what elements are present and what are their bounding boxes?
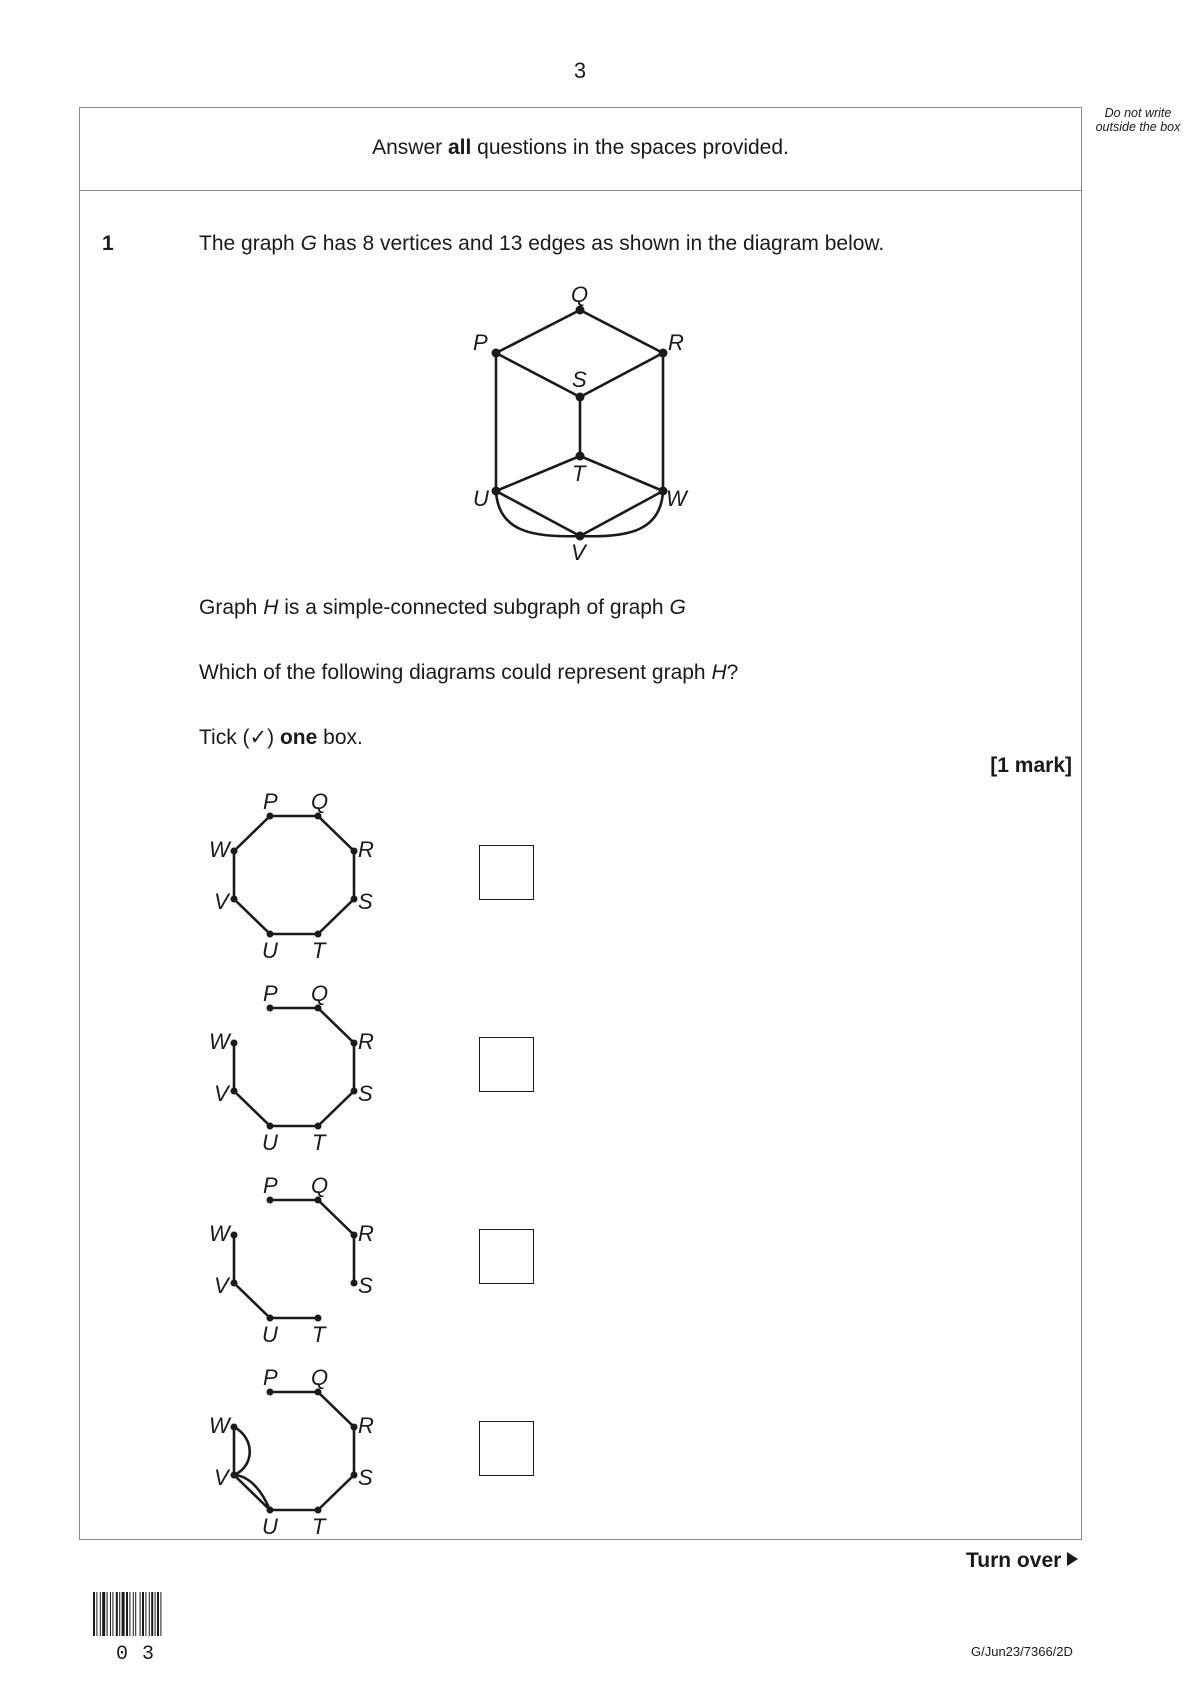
label-s: S bbox=[358, 889, 373, 914]
turn-over: Turn over bbox=[966, 1549, 1078, 1573]
edge-ps bbox=[496, 353, 580, 397]
label-t: T bbox=[572, 461, 586, 486]
barcode-bar bbox=[149, 1592, 150, 1636]
barcode-bar bbox=[110, 1592, 111, 1636]
label-v: V bbox=[214, 1273, 229, 1298]
edge-tu bbox=[496, 456, 580, 491]
barcode-bar bbox=[160, 1592, 161, 1636]
barcode-number: 03 bbox=[116, 1643, 169, 1666]
footer-code: G/Jun23/7366/2D bbox=[971, 1644, 1073, 1659]
edge-pq bbox=[496, 310, 580, 353]
label-t: T bbox=[312, 1130, 326, 1155]
barcode-bar bbox=[112, 1592, 113, 1636]
barcode-bar bbox=[135, 1592, 136, 1636]
option-d-diagram bbox=[200, 1361, 400, 1541]
page-number: 3 bbox=[573, 58, 587, 83]
edge-rs bbox=[580, 353, 663, 397]
option-c-tick-box[interactable] bbox=[479, 1229, 534, 1284]
label-w: W bbox=[209, 1221, 230, 1246]
edge-wv bbox=[580, 491, 663, 536]
label-v: V bbox=[214, 889, 229, 914]
label-v: V bbox=[214, 1465, 229, 1490]
vertex-s bbox=[576, 393, 585, 402]
barcode-bar bbox=[151, 1592, 153, 1636]
header-divider bbox=[79, 190, 1082, 191]
label-p: P bbox=[263, 789, 278, 814]
barcode-bar bbox=[145, 1592, 146, 1636]
barcode-bar bbox=[126, 1592, 128, 1636]
barcode bbox=[91, 1592, 201, 1640]
barcode-bar bbox=[140, 1592, 141, 1636]
barcode-bar bbox=[155, 1592, 156, 1636]
label-w: W bbox=[209, 837, 230, 862]
label-r: R bbox=[358, 1029, 374, 1054]
barcode-bar bbox=[116, 1592, 118, 1636]
label-q: Q bbox=[311, 981, 329, 1006]
option-b-tick-box[interactable] bbox=[479, 1037, 534, 1092]
barcode-bar bbox=[107, 1592, 108, 1636]
label-q: Q bbox=[311, 1173, 329, 1198]
tick-instruction: Tick (✓) one box. bbox=[199, 726, 363, 749]
label-q: Q bbox=[311, 1365, 329, 1390]
option-b-diagram bbox=[200, 977, 400, 1157]
label-s: S bbox=[358, 1081, 373, 1106]
graph-g-diagram bbox=[440, 275, 700, 575]
label-q: Q bbox=[571, 282, 589, 307]
vertex-u bbox=[492, 487, 501, 496]
margin-note: Do not write outside the box bbox=[1095, 106, 1181, 134]
question-intro: The graph G has 8 vertices and 13 edges as shown in the diagram below. bbox=[199, 232, 885, 255]
label-v: V bbox=[571, 540, 586, 565]
question-number: 1 bbox=[102, 232, 114, 255]
vertex-r bbox=[659, 349, 668, 358]
instructions: Answer all questions in the spaces provided. bbox=[372, 136, 789, 159]
barcode-bar bbox=[157, 1592, 159, 1636]
barcode-bar bbox=[100, 1592, 101, 1636]
edge-uv bbox=[496, 491, 580, 536]
label-q: Q bbox=[311, 789, 329, 814]
label-p: P bbox=[263, 981, 278, 1006]
option-a-diagram bbox=[200, 785, 400, 965]
barcode-bar bbox=[96, 1592, 97, 1636]
barcode-bar bbox=[119, 1592, 120, 1636]
marks-allocation: [1 mark] bbox=[990, 754, 1072, 777]
label-w: W bbox=[666, 486, 687, 511]
vertex-t bbox=[576, 452, 585, 461]
label-s: S bbox=[358, 1273, 373, 1298]
label-t: T bbox=[312, 1514, 326, 1539]
option-c-diagram bbox=[200, 1169, 400, 1349]
label-r: R bbox=[358, 1413, 374, 1438]
barcode-bar bbox=[142, 1592, 144, 1636]
label-t: T bbox=[312, 938, 326, 963]
arrow-right-icon bbox=[1067, 1552, 1078, 1566]
label-s: S bbox=[358, 1465, 373, 1490]
label-w: W bbox=[209, 1029, 230, 1054]
barcode-bar bbox=[102, 1592, 105, 1636]
label-w: W bbox=[209, 1413, 230, 1438]
barcode-bar bbox=[129, 1592, 130, 1636]
edge-qr bbox=[580, 310, 663, 353]
which-question: Which of the following diagrams could represent graph H? bbox=[199, 661, 739, 684]
label-r: R bbox=[358, 1221, 374, 1246]
barcode-bar bbox=[122, 1592, 125, 1636]
label-s: S bbox=[572, 367, 587, 392]
label-r: R bbox=[668, 330, 684, 355]
edge-tw bbox=[580, 456, 663, 491]
label-u: U bbox=[262, 1322, 278, 1347]
label-t: T bbox=[312, 1322, 326, 1347]
barcode-bar bbox=[93, 1592, 95, 1636]
option-a-edges bbox=[234, 816, 354, 934]
label-u: U bbox=[473, 486, 489, 511]
label-p: P bbox=[473, 330, 488, 355]
label-v: V bbox=[214, 1081, 229, 1106]
label-r: R bbox=[358, 837, 374, 862]
label-p: P bbox=[263, 1365, 278, 1390]
label-u: U bbox=[262, 938, 278, 963]
label-u: U bbox=[262, 1130, 278, 1155]
label-u: U bbox=[262, 1514, 278, 1539]
option-d-tick-box[interactable] bbox=[479, 1421, 534, 1476]
option-a-tick-box[interactable] bbox=[479, 845, 534, 900]
subgraph-statement: Graph H is a simple-connected subgraph of graph G bbox=[199, 596, 686, 619]
vertex-p bbox=[492, 349, 501, 358]
label-p: P bbox=[263, 1173, 278, 1198]
barcode-bar bbox=[133, 1592, 134, 1636]
